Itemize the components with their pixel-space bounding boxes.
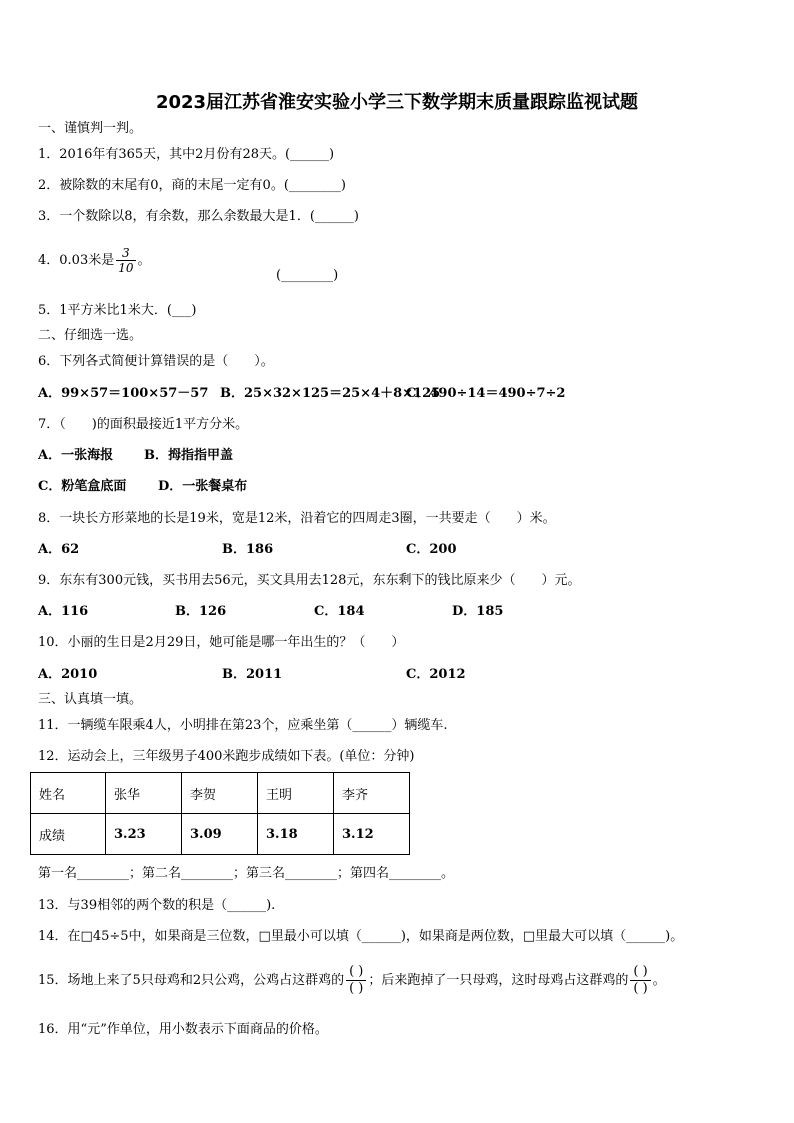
- question-8: 8．一块长方形菜地的长是19米，宽是12米，沿着它的四周走3圈，一共要走（ ）米。: [38, 511, 556, 526]
- q8-option-b: B．186: [222, 542, 274, 557]
- fraction: [116, 246, 135, 275]
- question-15-part2: ；后来跑掉了一只母鸡，这时母鸡占这群鸡的: [368, 973, 629, 988]
- question-3: 3．一个数除以8，有余数，那么余数最大是1．(______): [38, 209, 359, 224]
- q10-option-b: B．2011: [222, 667, 283, 682]
- table-cell: 3.18: [258, 814, 334, 855]
- question-14: 14．在□45÷5中，如果商是三位数，□里最小可以填（______)，如果商是两位数，□里最大可以填（______)。: [38, 929, 684, 944]
- question-4: [38, 246, 151, 275]
- q8-option-a: A．62: [38, 542, 80, 557]
- q10-option-a: A．2010: [38, 667, 98, 682]
- fraction-denominator: ( ): [633, 981, 648, 996]
- question-4-prefix: 4．0.03米是: [38, 253, 115, 268]
- question-2: 2．被除数的末尾有0，商的末尾一定有0。(________): [38, 178, 346, 193]
- question-15-part3: 。: [652, 973, 666, 988]
- section-heading-3: 三、认真填一填。: [38, 692, 143, 707]
- table-row: [31, 773, 410, 814]
- question-11: 11．一辆缆车限乘4人，小明排在第23个，应乘坐第（______）辆缆车.: [38, 718, 448, 733]
- q6-option-c: C．490÷14＝490÷7÷2: [406, 386, 566, 401]
- question-9: 9．东东有300元钱，买书用去56元，买文具用去128元，东东剩下的钱比原来少（ ）元。: [38, 573, 581, 588]
- question-13: 13．与39相邻的两个数的积是（______).: [38, 898, 276, 913]
- question-12-ranking: 第一名________；第二名________；第三名________；第四名________。: [38, 866, 455, 881]
- fraction: [630, 964, 650, 997]
- section-heading-1: 一、谨慎判一判。: [38, 121, 143, 136]
- table-row: [31, 814, 410, 855]
- q7-option-d: D．一张餐桌布: [158, 479, 248, 494]
- fraction-numerator: 3: [116, 246, 135, 261]
- question-4-blank: (________): [276, 268, 339, 283]
- question-15-part1: 15．场地上来了5只母鸡和2只公鸡，公鸡占这群鸡的: [38, 973, 345, 988]
- fraction-numerator: ( ): [630, 964, 650, 981]
- q10-option-c: C．2012: [406, 667, 466, 682]
- question-6: 6．下列各式简便计算错误的是（ ）。: [38, 354, 274, 369]
- question-12: 12．运动会上，三年级男子400米跑步成绩如下表。(单位：分钟): [38, 749, 415, 764]
- question-1: 1．2016年有365天，其中2月份有28天。(______): [38, 147, 335, 162]
- table-header-cell: 李齐: [334, 773, 410, 814]
- q9-option-a: A．116: [38, 604, 89, 619]
- q9-option-c: C．184: [314, 604, 365, 619]
- table-cell: 3.23: [106, 814, 182, 855]
- q7-option-a: A．一张海报: [38, 448, 114, 463]
- q6-option-b: B．25×32×125＝25×4＋8×125: [220, 386, 441, 401]
- table-header-cell: 王明: [258, 773, 334, 814]
- table-cell: 成绩: [31, 814, 106, 855]
- question-10: 10．小丽的生日是2月29日，她可能是哪一年出生的？（ ）: [38, 635, 405, 650]
- section-heading-2: 二、仔细选一选。: [38, 328, 143, 343]
- fraction: [346, 964, 366, 997]
- q8-option-c: C．200: [406, 542, 457, 557]
- table-header-cell: 李贺: [182, 773, 258, 814]
- table-cell: 3.09: [182, 814, 258, 855]
- q9-option-d: D．185: [452, 604, 504, 619]
- score-table: [30, 772, 410, 855]
- table-header-cell: 姓名: [31, 773, 106, 814]
- table-cell: 3.12: [334, 814, 410, 855]
- q9-option-b: B．126: [175, 604, 227, 619]
- q6-option-a: A．99×57＝100×57－57: [38, 386, 209, 401]
- page-title: 2023届江苏省淮安实验小学三下数学期末质量跟踪监视试题: [155, 92, 639, 113]
- table-header-cell: 张华: [106, 773, 182, 814]
- q7-option-c: C．粉笔盒底面: [38, 479, 127, 494]
- question-5: 5．1平方米比1米大．(___): [38, 303, 197, 318]
- question-16: 16．用“元”作单位，用小数表示下面商品的价格。: [38, 1022, 328, 1037]
- question-15: [38, 964, 666, 997]
- fraction-denominator: ( ): [349, 981, 364, 996]
- q7-option-b: B．拇指指甲盖: [144, 448, 233, 463]
- fraction-numerator: ( ): [346, 964, 366, 981]
- question-4-suffix: 。: [137, 253, 151, 268]
- fraction-denominator: 10: [118, 261, 134, 275]
- question-7: 7．（ )的面积最接近1平方分米。: [38, 417, 249, 432]
